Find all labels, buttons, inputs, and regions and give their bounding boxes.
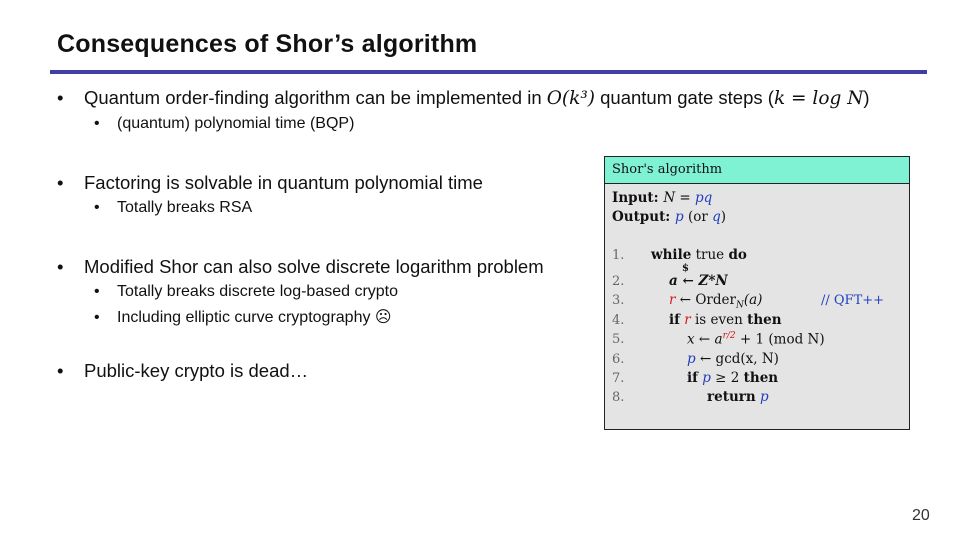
code-sup: r/2 <box>722 331 736 341</box>
output-p: p <box>675 209 684 225</box>
code-text: + 1 (mod N) <box>735 331 825 348</box>
code-text: (a) <box>743 292 763 308</box>
input-rhs: pq <box>695 190 713 206</box>
line-number: 8. <box>612 390 625 405</box>
code-line-5 <box>687 331 825 348</box>
bullet-public-key-dead: • Public-key crypto is dead… <box>57 359 937 383</box>
code-text: is even <box>690 312 748 328</box>
code-text: ← gcd(x, N) <box>695 351 779 367</box>
input-lhs: N = <box>663 190 696 206</box>
bullet-order-finding <box>57 86 937 111</box>
code-line-7 <box>687 370 778 386</box>
code-text: Z*N <box>698 273 728 289</box>
code-line-4 <box>669 312 782 328</box>
code-line-8 <box>707 389 769 405</box>
bullet-text: quantum gate steps ( <box>594 87 774 108</box>
title-underline <box>50 70 927 74</box>
code-text: x ← a <box>687 331 723 348</box>
code-text: a ← <box>669 273 699 289</box>
math-complexity: O(k³) <box>546 88 595 109</box>
sub-bullet-rsa: • Totally breaks RSA <box>57 195 937 221</box>
var-r: r <box>679 312 691 328</box>
page-number: 20 <box>912 507 930 524</box>
keyword: do <box>728 247 747 263</box>
code-line-3 <box>669 292 762 311</box>
algorithm-input <box>612 190 712 206</box>
slide-title: Consequences of Shor’s algorithm <box>57 30 478 58</box>
input-label: Input: <box>612 190 659 206</box>
keyword: then <box>747 312 782 328</box>
line-number: 2. <box>612 274 625 289</box>
code-text: ← Order <box>675 292 736 308</box>
output-end: ) <box>720 209 727 225</box>
var-p: p <box>755 389 769 405</box>
output-q: q <box>712 209 721 225</box>
var-p: p <box>687 351 696 367</box>
bullet-text: ) <box>863 87 870 108</box>
line-number: 1. <box>612 248 625 263</box>
keyword: if <box>669 312 680 328</box>
code-line-6 <box>687 351 779 367</box>
code-text: ≥ 2 <box>710 370 744 386</box>
keyword: return <box>707 389 756 405</box>
bullet-factoring: • Factoring is solvable in quantum polynomial time <box>57 171 937 195</box>
sub-bullet-discrete-log-crypto: • Totally breaks discrete log-based crypto <box>57 279 937 305</box>
bullet-discrete-log: • Modified Shor can also solve discrete logarithm problem <box>57 255 937 279</box>
sub-bullet-ecc: • Including elliptic curve cryptography ☹ <box>57 305 937 331</box>
qft-comment: // QFT++ <box>821 293 885 308</box>
line-number: 6. <box>612 352 625 367</box>
math-k-definition: k = log N <box>773 88 864 109</box>
output-mid: (or <box>683 209 713 225</box>
var-r: r <box>669 292 676 308</box>
algorithm-output <box>612 209 726 225</box>
keyword: then <box>743 370 779 386</box>
code-sub: N <box>735 300 744 311</box>
sub-bullet-bqp: • (quantum) polynomial time (BQP) <box>57 111 937 137</box>
keyword: while <box>651 247 692 263</box>
var-p: p <box>697 370 711 386</box>
line-number: 4. <box>612 313 625 328</box>
code-line-1 <box>651 247 747 263</box>
sample-symbol: $ <box>682 263 689 274</box>
line-number: 7. <box>612 371 625 386</box>
output-label: Output: <box>612 209 671 225</box>
shor-algorithm-box <box>604 156 910 430</box>
keyword: if <box>687 370 698 386</box>
code-text: true <box>691 247 729 263</box>
line-number: 5. <box>612 332 625 347</box>
bullet-text: Quantum order-finding algorithm can be implemented in <box>84 87 547 108</box>
code-line-2 <box>669 273 728 289</box>
algorithm-title: Shor's algorithm <box>605 157 909 184</box>
line-number: 3. <box>612 293 625 308</box>
